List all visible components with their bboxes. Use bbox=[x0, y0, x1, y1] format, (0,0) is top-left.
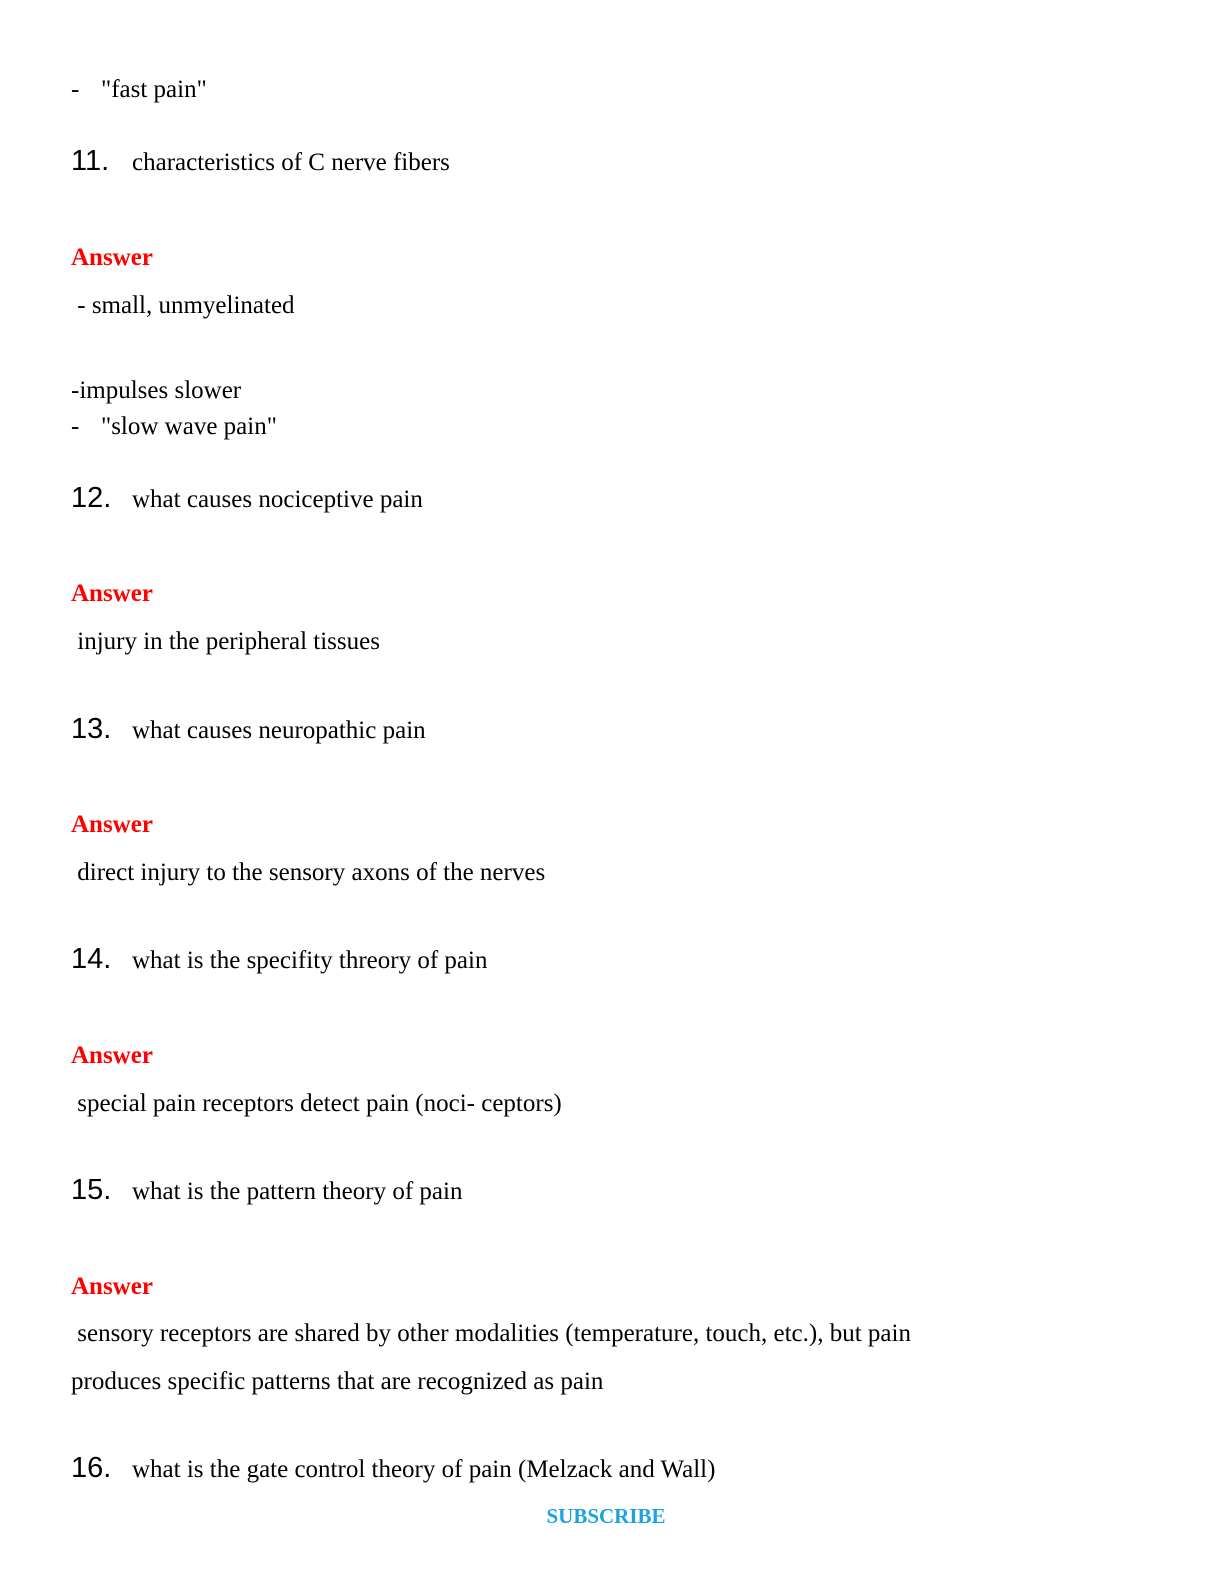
question-number: 15. bbox=[71, 1174, 112, 1206]
question-11 bbox=[71, 146, 450, 178]
answer-label: Answer bbox=[71, 811, 153, 838]
question-15 bbox=[71, 1175, 462, 1207]
question-text: what is the gate control theory of pain (Melzack and Wall) bbox=[132, 1456, 716, 1483]
question-text: what is the specifity threory of pain bbox=[132, 947, 488, 974]
answer-line: special pain receptors detect pain (noci- ceptors) bbox=[71, 1090, 562, 1117]
question-13 bbox=[71, 714, 426, 746]
question-text: what is the pattern theory of pain bbox=[132, 1178, 463, 1205]
question-number: 12. bbox=[71, 482, 112, 514]
answer-label: Answer bbox=[71, 1042, 153, 1069]
bullet-text: "fast pain" bbox=[101, 76, 207, 103]
question-14 bbox=[71, 944, 487, 976]
bullet-text: "slow wave pain" bbox=[101, 413, 277, 440]
answer-label: Answer bbox=[71, 580, 153, 607]
answer-line: direct injury to the sensory axons of the nerves bbox=[71, 859, 546, 886]
question-text: what causes nociceptive pain bbox=[132, 486, 423, 513]
question-text: characteristics of C nerve fibers bbox=[132, 149, 450, 176]
question-12 bbox=[71, 483, 423, 515]
answer-label: Answer bbox=[71, 1273, 153, 1300]
question-text: what causes neuropathic pain bbox=[132, 717, 426, 744]
question-number: 16. bbox=[71, 1452, 112, 1484]
question-number: 11. bbox=[71, 145, 110, 177]
subscribe-link[interactable]: SUBSCRIBE bbox=[546, 1504, 666, 1528]
answer-line: - small, unmyelinated bbox=[71, 292, 295, 319]
question-number: 14. bbox=[71, 943, 112, 975]
question-number: 13. bbox=[71, 713, 112, 745]
answer-line: produces specific patterns that are recognized as pain bbox=[71, 1368, 604, 1395]
question-16 bbox=[71, 1453, 715, 1485]
answer-label: Answer bbox=[71, 244, 153, 271]
answer-line: -impulses slower bbox=[71, 377, 242, 404]
answer-line: sensory receptors are shared by other modalities (temperature, touch, etc.), but pain bbox=[71, 1320, 911, 1347]
bullet-dash: - bbox=[71, 76, 80, 103]
bullet-dash: - bbox=[71, 413, 80, 440]
answer-line: injury in the peripheral tissues bbox=[71, 628, 380, 655]
bullet-fast-pain bbox=[71, 75, 207, 105]
bullet-slow-wave-pain bbox=[71, 412, 277, 442]
